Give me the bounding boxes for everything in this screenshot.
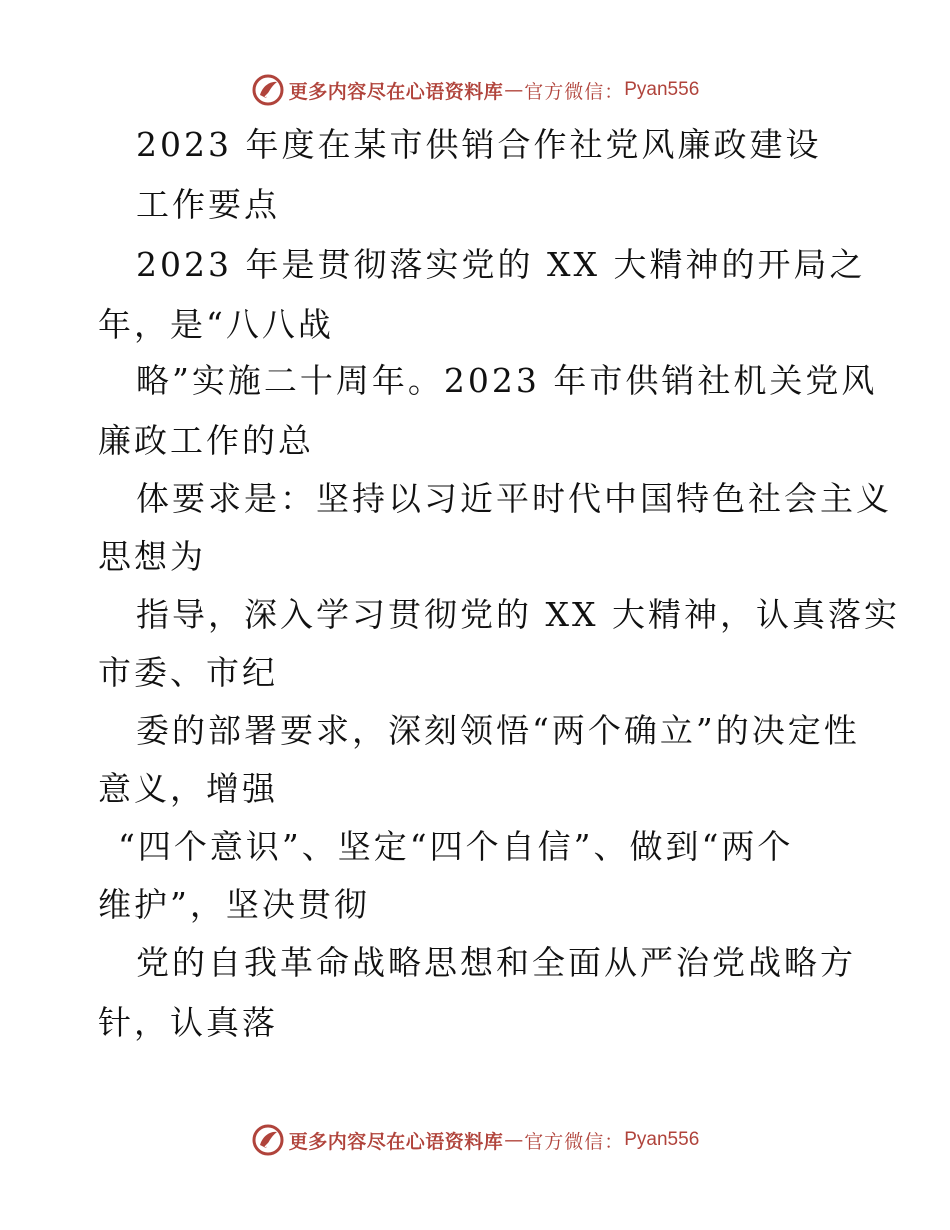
paragraph-line: 维护”，坚决贯彻 xyxy=(98,885,370,924)
footer-banner xyxy=(0,1120,950,1160)
paragraph-line: 略”实施二十周年。2023 年市供销社机关党风 xyxy=(136,361,878,400)
paragraph-line: 针，认真落 xyxy=(98,1003,278,1042)
banner-dash: — xyxy=(504,79,524,101)
paragraph-line: 市委、市纪 xyxy=(98,653,278,692)
paragraph-line: “四个意识”、坚定“四个自信”、做到“两个 xyxy=(118,827,794,866)
banner-text: 更多内容尽在心语资料库 xyxy=(288,1130,504,1153)
paragraph-line: 2023 年是贯彻落实党的 XX 大精神的开局之 xyxy=(136,245,866,284)
banner-text: 更多内容尽在心语资料库 xyxy=(288,80,504,103)
banner-label: 官方微信： xyxy=(524,1130,625,1153)
banner-label: 官方微信： xyxy=(524,80,625,103)
paragraph-line: 委的部署要求，深刻领悟“两个确立”的决定性 xyxy=(136,711,860,750)
paragraph-line: 思想为 xyxy=(98,537,206,576)
red-seal-logo-icon xyxy=(251,73,285,107)
header-banner xyxy=(0,70,950,110)
paragraph-line: 指导，深入学习贯彻党的 XX 大精神，认真落实 xyxy=(136,595,900,634)
banner-dash: — xyxy=(504,1129,524,1151)
paragraph-line: 体要求是：坚持以习近平时代中国特色社会主义 xyxy=(136,479,892,518)
paragraph-line: 廉政工作的总 xyxy=(98,421,314,460)
paragraph-line: 党的自我革命战略思想和全面从严治党战略方 xyxy=(136,943,856,982)
red-seal-logo-icon xyxy=(251,1123,285,1157)
banner-wechat-id: Pyan556 xyxy=(624,79,700,100)
paragraph-line: 意义，增强 xyxy=(98,769,278,808)
document-title-line-1: 2023 年度在某市供销合作社党风廉政建设 xyxy=(136,125,822,164)
paragraph-line: 年，是“八八战 xyxy=(98,305,334,344)
document-title-line-2: 工作要点 xyxy=(136,185,280,224)
banner-wechat-id: Pyan556 xyxy=(624,1129,700,1150)
